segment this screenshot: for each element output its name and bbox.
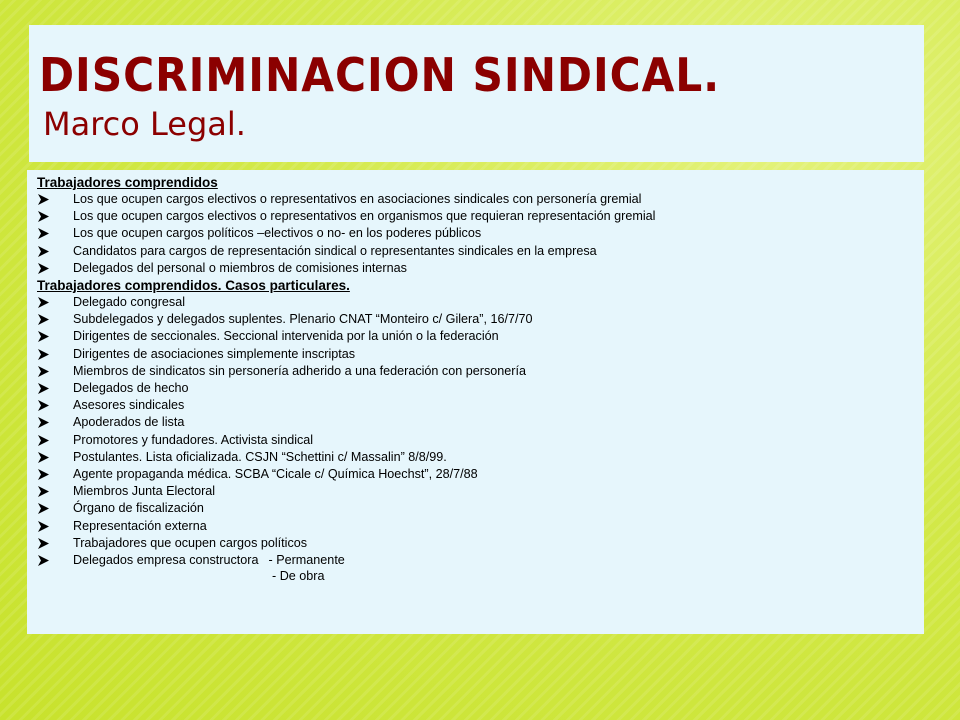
list-item-text: Dirigentes de seccionales. Seccional intervenida por la unión o la federación (73, 329, 499, 344)
arrowhead-bullet-icon (38, 228, 49, 239)
page-title: DISCRIMINACION SINDICAL. (39, 48, 721, 102)
section-1 (37, 174, 924, 277)
arrowhead-bullet-icon (38, 194, 49, 205)
arrowhead-bullet-icon (38, 503, 49, 514)
list-item (37, 294, 924, 311)
list-item (37, 346, 924, 363)
arrowhead-bullet-icon (38, 349, 49, 360)
list-item (37, 328, 924, 345)
list-item (37, 380, 924, 397)
list-item (37, 466, 924, 483)
arrowhead-bullet-icon (38, 486, 49, 497)
list-item (37, 311, 924, 328)
arrowhead-bullet-icon (38, 435, 49, 446)
bullet-list (37, 191, 924, 277)
arrowhead-bullet-icon (38, 297, 49, 308)
list-item-text: Delegados empresa constructora (73, 553, 259, 568)
arrowhead-bullet-icon (38, 521, 49, 532)
list-item-text: Delegados del personal o miembros de comisiones internas (73, 260, 407, 275)
list-item (37, 483, 924, 500)
arrowhead-bullet-icon (38, 366, 49, 377)
list-item (37, 363, 924, 380)
section-2 (37, 277, 924, 584)
list-item-text: Los que ocupen cargos políticos –electivos o no- en los poderes públicos (73, 226, 482, 241)
list-item-text: Representación externa (73, 518, 207, 533)
arrowhead-bullet-icon (38, 417, 49, 428)
arrowhead-bullet-icon (38, 314, 49, 325)
arrowhead-bullet-icon (38, 452, 49, 463)
arrowhead-bullet-icon (38, 211, 49, 222)
list-item (37, 552, 924, 569)
list-item-text: Miembros de sindicatos sin personería adherido a una federación con personería (73, 363, 526, 378)
arrowhead-bullet-icon (38, 246, 49, 257)
list-item (37, 243, 924, 260)
list-item-text: Postulantes. Lista oficializada. CSJN “Schettini c/ Massalin” 8/8/99. (73, 449, 447, 464)
list-item (37, 535, 924, 552)
arrowhead-bullet-icon (38, 538, 49, 549)
arrowhead-bullet-icon (38, 400, 49, 411)
list-item-text: Delegados de hecho (73, 381, 189, 396)
list-item-text: Agente propaganda médica. SCBA “Cicale c/ Química Hoechst”, 28/7/88 (73, 467, 478, 482)
list-item (37, 397, 924, 414)
list-item-text: Los que ocupen cargos electivos o representativos en organismos que requieran representación gremial (73, 209, 656, 224)
list-item-text: Asesores sindicales (73, 398, 185, 413)
list-item (37, 449, 924, 466)
list-item-text: Subdelegados y delegados suplentes. Plenario CNAT “Monteiro c/ Gilera”, 16/7/70 (73, 312, 533, 327)
list-item (37, 500, 924, 517)
arrowhead-bullet-icon (38, 331, 49, 342)
arrowhead-bullet-icon (38, 383, 49, 394)
list-item-text: Apoderados de lista (73, 415, 185, 430)
title-box (29, 25, 924, 162)
list-item (37, 432, 924, 449)
list-item (37, 208, 924, 225)
list-item (37, 225, 924, 242)
list-item-text: Dirigentes de asociaciones simplemente inscriptas (73, 346, 356, 361)
delegate-option-obra: - De obra (272, 569, 325, 584)
arrowhead-bullet-icon (38, 555, 49, 566)
list-item-text: Órgano de fiscalización (73, 501, 204, 516)
list-item-text: Candidatos para cargos de representación sindical o representantes sindicales en la empresa (73, 243, 597, 258)
content-box (27, 170, 924, 634)
arrowhead-bullet-icon (38, 469, 49, 480)
list-item (37, 260, 924, 277)
list-item (37, 414, 924, 431)
list-item-text: Trabajadores que ocupen cargos políticos (73, 535, 308, 550)
section-heading: Trabajadores comprendidos. Casos particulares. (37, 278, 350, 294)
list-item-text: Delegado congresal (73, 295, 186, 310)
delegate-option-permanent: - Permanente (268, 553, 345, 568)
list-item (37, 191, 924, 208)
list-item-text: Miembros Junta Electoral (73, 484, 216, 499)
list-item-text: Promotores y fundadores. Activista sindical (73, 432, 314, 447)
bullet-list (37, 294, 924, 569)
list-item-text: Los que ocupen cargos electivos o representativos en asociaciones sindicales con personería gremial (73, 192, 642, 206)
section-heading: Trabajadores comprendidos (37, 175, 218, 190)
arrowhead-bullet-icon (38, 263, 49, 274)
page-subtitle: Marco Legal. (43, 105, 246, 143)
list-item (37, 518, 924, 535)
